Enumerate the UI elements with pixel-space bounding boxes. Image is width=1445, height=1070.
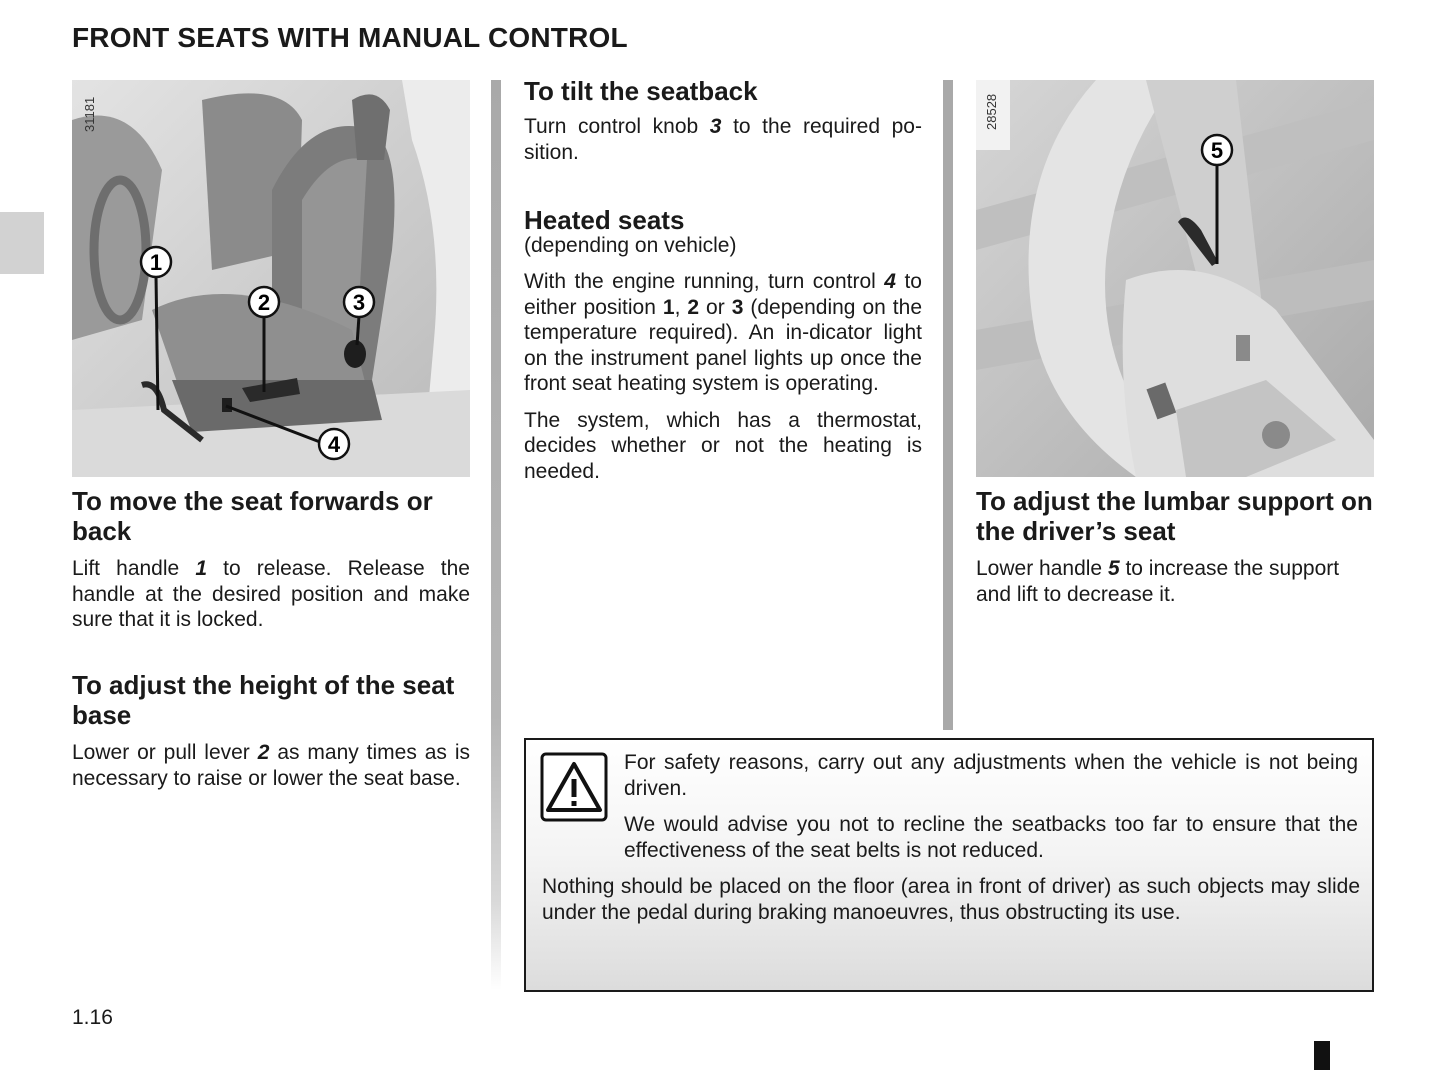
callout-2	[249, 287, 279, 317]
warning-box	[524, 738, 1374, 992]
svg-text:1: 1	[149, 250, 163, 275]
column-divider-left	[491, 80, 501, 990]
lumbar-illustration	[976, 80, 1374, 477]
section-lumbar	[976, 486, 1374, 607]
callout-1	[141, 247, 171, 277]
warning-icon	[540, 752, 608, 822]
figure-ref-code-2: 28528	[984, 93, 999, 130]
heated-seats-heading: Heated seats	[524, 205, 685, 235]
warning-text-3: Nothing should be placed on the floor (area in front of driver) as such objects may slide under the pedal during braking manoeuvres, thus obstructing its use.	[542, 875, 1360, 924]
svg-text:5: 5	[1210, 138, 1224, 163]
section-tab	[0, 212, 44, 274]
tilt-seatback-heading: To tilt the seatback	[524, 76, 758, 106]
page-title: FRONT SEATS WITH MANUAL CONTROL	[72, 22, 628, 53]
page-number: 1.16	[72, 1006, 113, 1029]
section-seat-height	[72, 670, 470, 791]
section-tilt-seatback	[524, 76, 922, 165]
move-seat-heading: To move the seat forwards or back	[72, 486, 433, 546]
svg-text:4: 4	[327, 432, 341, 457]
page-corner-mark	[1314, 1041, 1330, 1070]
section-heated-seats	[524, 205, 922, 484]
svg-text:3: 3	[352, 290, 366, 315]
figure-ref-code: 31181	[82, 96, 97, 132]
heated-seats-text-2: The system, which has a thermostat, decides whether or not the heating is needed.	[524, 408, 922, 483]
column-divider-right	[943, 80, 953, 730]
svg-text:2: 2	[257, 290, 271, 315]
lumbar-heading: To adjust the lumbar support on the driver’s seat	[976, 486, 1373, 546]
warning-text-2: We would advise you not to recline the seatbacks too far to ensure that the effectiveness of the seat belts is not reduced.	[624, 813, 1358, 862]
seat-illustration	[72, 80, 470, 477]
seat-height-heading: To adjust the height of the seat base	[72, 670, 455, 730]
callout-5	[1202, 135, 1232, 165]
seat-height-text: Lower or pull lever 2 as many times as is necessary to raise or lower the seat base.	[72, 741, 470, 790]
heated-seats-text-1: With the engine running, turn control 4 to either position 1, 2 or 3 (depending on the temperature required). An in-dicator light on the instrument panel lights up once the front seat heating system is operating.	[524, 270, 922, 395]
heated-seats-subheading: (depending on vehicle)	[524, 234, 737, 257]
section-move-seat	[72, 486, 470, 633]
callout-4	[319, 429, 349, 459]
lumbar-text: Lower handle 5 to increase the support and lift to decrease it.	[976, 557, 1340, 606]
warning-text-1: For safety reasons, carry out any adjustments when the vehicle is not being driven.	[624, 751, 1358, 800]
callout-3	[344, 287, 374, 317]
tilt-seatback-text: Turn control knob 3 to the required po-sition.	[524, 115, 922, 164]
move-seat-text: Lift handle 1 to release. Release the handle at the desired position and make sure that it is locked.	[72, 557, 470, 631]
